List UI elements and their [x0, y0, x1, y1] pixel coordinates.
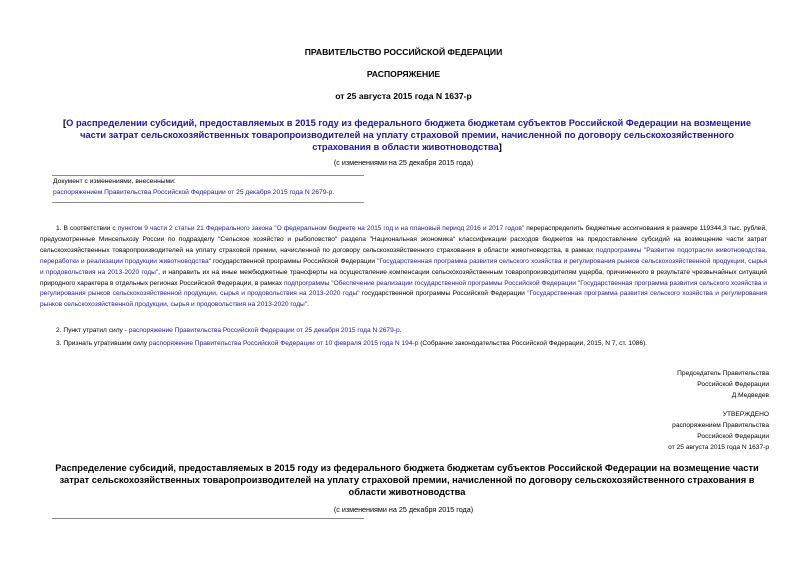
- title-open-bracket: [: [63, 118, 67, 128]
- signature-country: Российской Федерации: [697, 381, 769, 388]
- signature-title: Председатель Правительства: [677, 370, 769, 377]
- p3-link[interactable]: распоряжение Правительства Российской Федерации от 10 февраля 2015 года N 194-р: [148, 340, 419, 347]
- divider-bottom: [52, 202, 364, 203]
- annex-changes-note: (с изменениями на 25 декабря 2015 года): [333, 505, 474, 514]
- p2-text-2: .: [399, 327, 402, 334]
- approval-block: [668, 409, 769, 453]
- p1-text-5: государственной программы Российской Федерации: [359, 290, 528, 298]
- document-type: РАСПОРЯЖЕНИЕ: [366, 69, 441, 79]
- annex-title: Распределение субсидий, предоставляемых в 2015 году из федерального бюджета бюджетам субъектов Российской Федерации на возмещение части затрат сельскохозяйственных товаропроизводителей на уплату страховой премии, начисленной по договору сельскохозяйственного страхования в области животноводства: [55, 463, 759, 497]
- p1-link-subprogram-support[interactable]: подпрограммы "Обеспечение реализации государственной программы Российской Федерации "Государственная программа развития сельского хозяйства и регулирования рынков сельскохозяйственной продукции, сырья и продовольствия на 2013-2020 годы": [40, 279, 767, 298]
- approval-heading: УТВЕРЖДЕНО: [722, 411, 769, 418]
- approval-line-3: Российской Федерации: [697, 433, 769, 440]
- p1-text-1: 1. В соответствии с: [56, 225, 118, 232]
- amendments-block: [53, 176, 363, 198]
- document-title: [50, 117, 764, 153]
- p1-link-state-program[interactable]: "Государственная программа развития сельского хозяйства и регулирования рынков сельскохозяйственной продукции, сырья и продовольствия на 2013-2020 годы": [40, 257, 768, 276]
- signature-name: Д.Медведев: [731, 392, 769, 399]
- paragraph-1: [40, 224, 767, 311]
- p1-text-3: государственной программы Российской Федерации: [210, 257, 378, 265]
- amendments-label: Документ с изменениями, внесенными:: [53, 178, 176, 185]
- p1-text-6: .: [307, 301, 309, 309]
- title-link[interactable]: О распределении субсидий, предоставляемых в 2015 году из федерального бюджета бюджетам субъектов Российской Федерации на возмещение части затрат сельскохозяйственных товаропроизводителей на уплату страховой премии, начисленной по договору сельскохозяйственного страхования в области животноводства: [66, 118, 751, 152]
- paragraph-3: [56, 339, 767, 350]
- p1-link-subprogram-livestock[interactable]: подпрограммы "Развитие подотрасли животноводства, переработки и реализации продукции животноводства": [40, 246, 768, 265]
- document-date-number: от 25 августа 2015 года N 1637-р: [335, 91, 472, 101]
- p1-text-2: перераспределить бюджетные ассигнования в размере 119344,3 тыс. рублей, предусмотренные Минсельхозу России по подразделу "Сельское хозяйство и рыболовство" раздела "Национальная экономика" классификации расходов бюджетов на предоставление субсидий на возмещение части затрат сельскохозяйственных товаропроизводителей на уплату страховой премии, начисленной по договору сельскохозяйственного страхования в области животноводства, в рамках: [40, 225, 767, 254]
- p3-text-1: 3. Признать утратившим силу: [56, 340, 149, 347]
- p3-text-2: (Собрание законодательства Российской Федерации, 2015, N 7, ст. 1086).: [418, 340, 648, 347]
- paragraph-2: [56, 326, 767, 337]
- p1-link-federal-law[interactable]: пунктом 9 части 2 статьи 21 Федерального закона "О федеральном бюджете на 2015 год и на плановый период 2016 и 2017 годов": [117, 225, 525, 232]
- signature-block: [677, 368, 769, 401]
- p2-link[interactable]: распоряжение Правительства Российской Федерации от 25 декабря 2015 года N 2679-р: [128, 327, 400, 334]
- changes-note: (с изменениями на 25 декабря 2015 года): [333, 158, 474, 167]
- approval-line-4: от 25 августа 2015 года N 1637-р: [668, 444, 769, 451]
- government-heading: ПРАВИТЕЛЬСТВО РОССИЙСКОЙ ФЕДЕРАЦИИ: [304, 47, 503, 57]
- title-close-bracket: ]: [498, 142, 502, 152]
- amendments-link[interactable]: распоряжением Правительства Российской Федерации от 25 декабря 2015 года N 2679-р.: [53, 189, 335, 196]
- p2-text-1: 2. Пункт утратил силу -: [56, 327, 129, 334]
- p1-link-state-program-2[interactable]: "Государственная программа развития сельского хозяйства и регулирования рынков сельскохозяйственной продукции, сырья и продовольствия на 2013-2020 годы": [40, 290, 767, 309]
- annex-divider: [52, 518, 364, 519]
- p1-text-4: , и направить их на иные межбюджетные трансферты на осуществление компенсации сельскохозяйственным товаропроизводителям ущерба, причиненного в результате чрезвычайных ситуаций природного характера в отдельных регионах Российской Федерации, в рамках: [40, 268, 767, 287]
- approval-line-2: распоряжением Правительства: [672, 422, 769, 429]
